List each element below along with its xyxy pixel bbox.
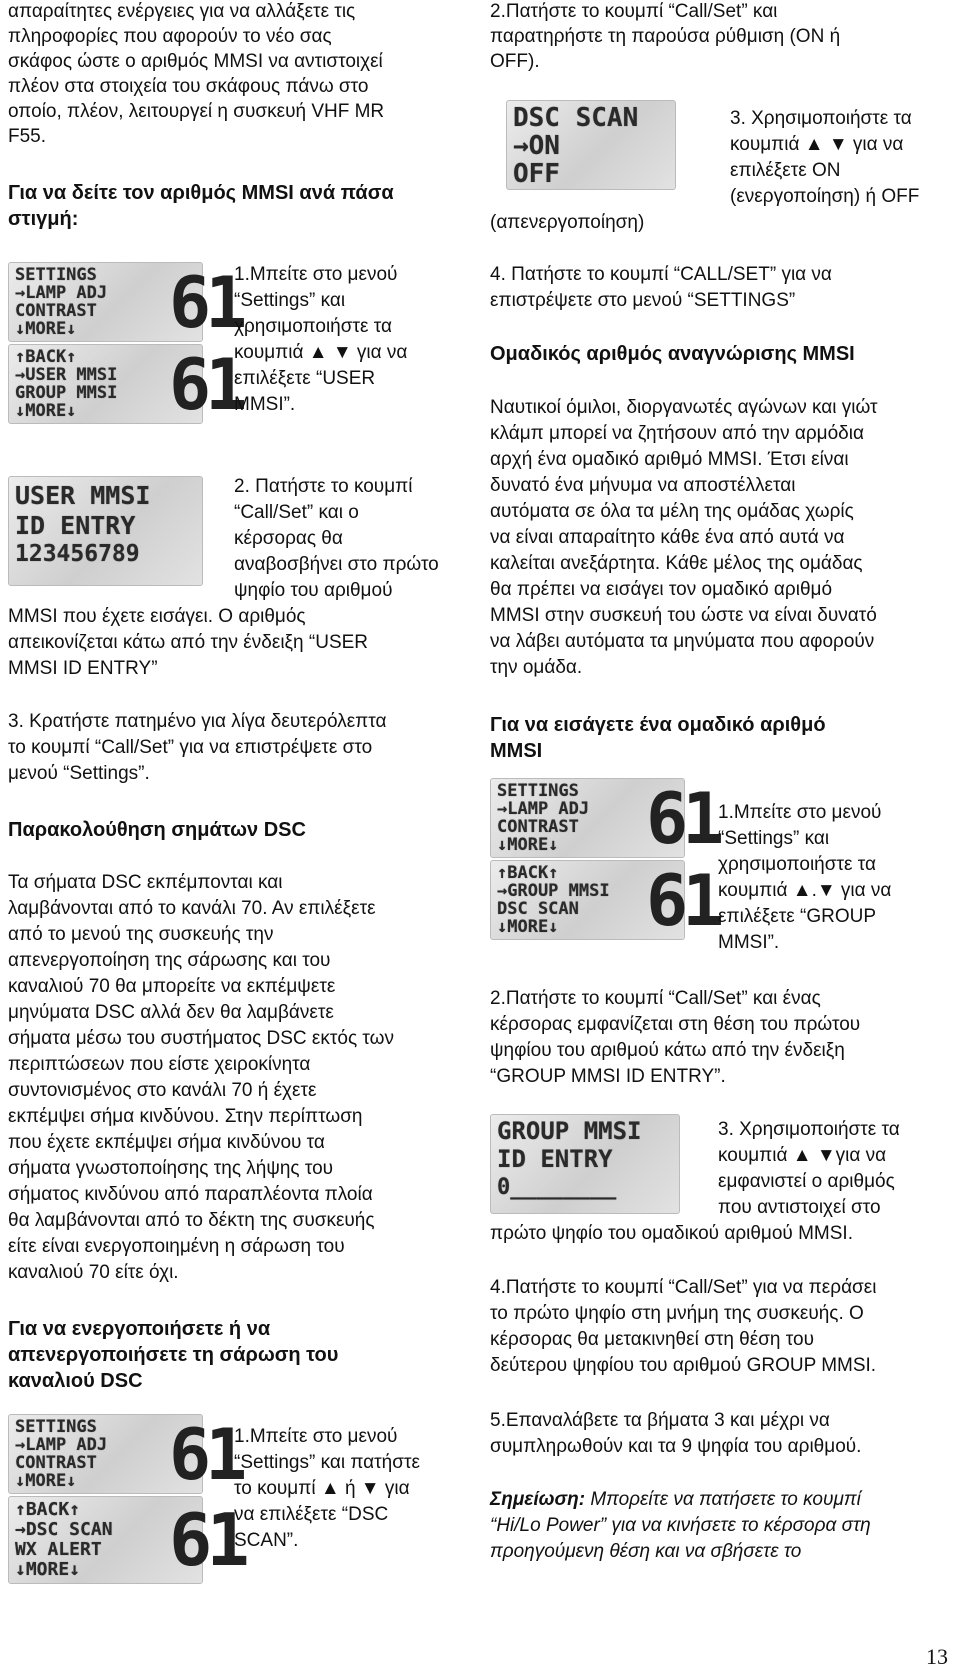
text-line: 4.Πατήστε το κουμπί “Call/Set” για να περάσει: [490, 1277, 877, 1298]
heading-scan-cont: καναλιού DSC: [8, 1370, 143, 1392]
text-line: δεύτερου ψηφίου του αριθμού GROUP MMSI.: [490, 1355, 877, 1376]
page-number: 13: [926, 1644, 948, 1669]
lcd-line: →USER MMSI: [15, 365, 118, 385]
text-line: MMSI”.: [234, 394, 296, 415]
lcd-line: →LAMP ADJ: [15, 283, 108, 303]
lcd-line: →LAMP ADJ: [497, 799, 590, 819]
lcd-line: GROUP MMSI: [497, 1117, 642, 1145]
text-line: χρησιμοποιήστε τα: [718, 854, 876, 875]
text-line: συμπληρωθούν και τα 9 ψηφία του αριθμού.: [490, 1436, 862, 1457]
text-line: 2. Πατήστε το κουμπί: [234, 476, 413, 497]
lcd-user-mmsi-entry: [8, 476, 203, 586]
text-line: κουμπιά ▲ ▼ για να: [234, 342, 408, 363]
text-line: απεικονίζεται κάτω από την ένδειξη “USER: [8, 632, 369, 653]
lcd-line: →GROUP MMSI: [497, 881, 610, 901]
heading-enter-group-cont: MMSI: [490, 740, 543, 762]
text-line: εκπέμψει σήμα κινδύνου. Στην περίπτωση: [8, 1106, 363, 1127]
text-line: να λάβει αυτόματα τα μηνύματα που αφορούν: [490, 631, 875, 652]
text-line: OFF).: [490, 51, 540, 72]
text-line: κουμπιά ▲ ▼ για να: [730, 134, 904, 155]
text-line: να επιλέξετε “DSC: [234, 1504, 389, 1525]
text-line: λαμβάνονται από το κανάλι 70. Αν επιλέξετε: [8, 898, 376, 919]
text-line: να είναι απαραίτητο κάθε ένα από αυτά να: [490, 527, 845, 548]
heading-view-mmsi-cont: στιγμή:: [8, 208, 79, 230]
text-line: 2.Πατήστε το κουμπί “Call/Set” και ένας: [490, 988, 821, 1009]
text-line: ψηφίο του αριθμού: [234, 580, 393, 601]
text-line: επιλέξετε “GROUP: [718, 906, 877, 927]
lcd-line: DSC SCAN: [513, 103, 639, 133]
text-line: MMSI που έχετε εισάγει. Ο αριθμός: [8, 606, 306, 627]
text-line: χρησιμοποιήστε τα: [234, 316, 392, 337]
text-line: 3. Χρησιμοποιήστε τα: [718, 1119, 900, 1140]
text-line: πρώτο ψηφίο του ομαδικού αριθμού MMSI.: [490, 1223, 853, 1244]
text-line: (απενεργοποίηση): [490, 212, 645, 233]
lcd-line: OFF: [513, 159, 560, 189]
lcd-line: ↓MORE↓: [15, 1471, 77, 1491]
text-line: θα λαμβάνονται από το δέκτη της συσκευής: [8, 1210, 375, 1231]
text-line: “GROUP MMSI ID ENTRY”.: [490, 1066, 726, 1087]
text-line: απαραίτητες ενέργειες για να αλλάξετε τις: [8, 1, 356, 22]
text-line: συντονισμένος στο κανάλι 70 ή έχετε: [8, 1080, 317, 1101]
text-line: την ομάδα.: [490, 657, 583, 678]
text-line: σήματα μέσω του συστήματος DSC εκτός των: [8, 1028, 394, 1049]
text-line: περιπτώσεων που είστε χειροκίνητα: [8, 1054, 311, 1075]
text-line: “Call/Set” και ο: [234, 502, 359, 523]
lcd-settings-menu-3: [8, 1414, 242, 1496]
text-line: παρατηρήστε τη παρούσα ρύθμιση (ON ή: [490, 26, 841, 47]
lcd-channel-digits: 61: [169, 1414, 242, 1496]
lcd-group-mmsi-entry: [490, 1114, 680, 1214]
text-line: κουμπιά ▲.▼ για να: [718, 880, 892, 901]
text-line: Ναυτικοί όμιλοι, διοργανωτές αγώνων και γιώτ: [490, 397, 878, 418]
text-line: που έχετε εκπέμψει σήμα κινδύνου τα: [8, 1132, 325, 1153]
text-line: δυνατό ένα μήνυμα να αποστέλλεται: [490, 475, 796, 496]
text-line: 1.Μπείτε στο μενού: [718, 802, 882, 823]
text-line: κέρσορας εμφανίζεται στη θέση του πρώτου: [490, 1014, 861, 1035]
lcd-settings-menu: [8, 262, 242, 344]
text-line: οποίο, πλέον, λειτουργεί η συσκευή VHF MR: [8, 101, 385, 122]
note-text: Μπορείτε να πατήσετε το κουμπί: [585, 1489, 861, 1510]
text-line: επιλέξετε “USER: [234, 368, 376, 389]
text-line: από το μενού της συσκευής την: [8, 924, 274, 945]
text-line: MMSI ID ENTRY”: [8, 658, 158, 679]
text-line: MMSI”.: [718, 932, 780, 953]
lcd-channel-digits: 61: [169, 1498, 244, 1582]
note-line: [490, 1487, 861, 1513]
text-line: “Settings” και πατήστε: [234, 1452, 420, 1473]
text-line: αρχή ένα ομαδικό αριθμό MMSI. Έτσι είναι: [490, 449, 849, 470]
text-line: 3. Χρησιμοποιήστε τα: [730, 108, 912, 129]
lcd-line: →LAMP ADJ: [15, 1435, 108, 1455]
text-line: καλείται ανεξάρτητα. Κάθε μέλος της ομάδας: [490, 553, 863, 574]
text-line: 4. Πατήστε το κουμπί “CALL/SET” για να: [490, 264, 832, 285]
heading-dsc-monitoring: Παρακολούθηση σημάτων DSC: [8, 819, 306, 841]
text-line: κέρσορας θα: [234, 528, 343, 549]
lcd-line: DSC SCAN: [497, 899, 579, 919]
note-line: “Hi/Lo Power” για να κινήσετε το κέρσορα στη: [490, 1515, 871, 1536]
lcd-line: ↓MORE↓: [497, 835, 559, 855]
text-line: αυτόματα σε όλα τα μέλη της ομάδας χωρίς: [490, 501, 854, 522]
text-line: MMSI στην συσκευή του ώστε να είναι δυνατό: [490, 605, 877, 626]
lcd-line: ↓MORE↓: [497, 917, 559, 937]
heading-scan-cont: απενεργοποιήσετε τη σάρωση του: [8, 1344, 339, 1366]
lcd-line: →DSC SCAN: [15, 1519, 113, 1540]
lcd-line: ↓MORE↓: [15, 319, 77, 339]
text-line: μηνύματα DSC αλλά δεν θα λαμβάνετε: [8, 1002, 334, 1023]
text-line: κέρσορας θα μετακινηθεί στη θέση του: [490, 1329, 814, 1350]
text-line: κλάμπ μπορεί να ζητήσουν από την αρμόδια: [490, 423, 864, 444]
lcd-line: CONTRAST: [15, 301, 97, 321]
text-line: (ενεργοποίηση) ή OFF: [730, 186, 920, 207]
lcd-line: ↑BACK↑: [15, 347, 77, 367]
text-line: που αντιστοιχεί στο: [718, 1197, 881, 1218]
lcd-settings-menu-2: [8, 344, 242, 426]
text-line: 1.Μπείτε στο μενού: [234, 1426, 398, 1447]
lcd-dsc-scan: [506, 100, 676, 190]
text-line: απενεργοποίηση της σάρωσης και του: [8, 950, 331, 971]
text-line: πληροφορίες που αφορούν το νέο σας: [8, 26, 332, 47]
text-line: επιλέξετε ON: [730, 160, 841, 181]
lcd-line: ↓MORE↓: [15, 1559, 81, 1580]
text-line: σήματος κινδύνου από παραπλέοντα πλοία: [8, 1184, 373, 1205]
lcd-line: →ON: [513, 131, 560, 161]
lcd-line: SETTINGS: [15, 265, 97, 285]
text-line: “Settings” και: [234, 290, 346, 311]
lcd-channel-digits: 61: [646, 860, 719, 942]
lcd-channel-digits: 61: [169, 262, 242, 344]
lcd-line: SETTINGS: [497, 781, 579, 801]
text-line: 2.Πατήστε το κουμπί “Call/Set” και: [490, 1, 778, 22]
text-line: αναβοσβήνει στο πρώτο: [234, 554, 439, 575]
lcd-line: 0________: [497, 1175, 617, 1200]
lcd-line: USER MMSI: [15, 481, 151, 510]
lcd-line: ↓MORE↓: [15, 401, 77, 421]
text-line: θα πρέπει να εισάγει τον ομαδικό αριθμό: [490, 579, 833, 600]
lcd-line: ↑BACK↑: [497, 863, 559, 883]
lcd-line: ID ENTRY: [497, 1145, 613, 1173]
lcd-line: CONTRAST: [497, 817, 579, 837]
lcd-settings-menu-4: [8, 1496, 244, 1584]
lcd-line: SETTINGS: [15, 1417, 97, 1437]
heading-view-mmsi: Για να δείτε τον αριθμός MMSI ανά πάσα: [8, 182, 394, 204]
heading-group-mmsi: Ομαδικός αριθμός αναγνώρισης MMSI: [490, 343, 855, 365]
heading-scan: Για να ενεργοποιήσετε ή να: [8, 1318, 271, 1340]
heading-enter-group: Για να εισάγετε ένα ομαδικό αριθμό: [490, 714, 826, 736]
lcd-channel-digits: 61: [646, 778, 719, 860]
lcd-settings-menu-5: [490, 778, 719, 860]
text-line: 5.Επαναλάβετε τα βήματα 3 και μέχρι να: [490, 1410, 830, 1431]
lcd-line: WX ALERT: [15, 1539, 102, 1560]
lcd-line: GROUP MMSI: [15, 383, 118, 403]
text-line: F55.: [8, 126, 47, 147]
text-line: κουμπιά ▲ ▼για να: [718, 1145, 887, 1166]
text-line: το κουμπί “Call/Set” για να επιστρέψετε στο: [8, 737, 373, 758]
lcd-channel-digits: 61: [169, 344, 242, 426]
note-line: προηγούμενη θέση και να σβήσετε το: [490, 1541, 802, 1562]
lcd-settings-menu-6: [490, 860, 719, 942]
lcd-line: CONTRAST: [15, 1453, 97, 1473]
lcd-line: ↑BACK↑: [15, 1499, 81, 1520]
text-line: το κουμπί ▲ ή ▼ για: [234, 1478, 410, 1499]
text-line: SCAN”.: [234, 1530, 299, 1551]
text-line: το πρώτο ψηφίο στη μνήμη της συσκευής. Ο: [490, 1303, 864, 1324]
text-line: σήματα γνωστοποίησης της λήψης του: [8, 1158, 334, 1179]
text-line: 3. Κρατήστε πατημένο για λίγα δευτερόλεπτα: [8, 711, 387, 732]
text-line: επιστρέψετε στο μενού “SETTINGS”: [490, 290, 796, 311]
lcd-line: 123456789: [15, 541, 140, 567]
text-line: μενού “Settings”.: [8, 763, 150, 784]
text-line: καναλιού 70 είτε όχι.: [8, 1262, 179, 1283]
text-line: πλέον στα στοιχεία του σκάφους πάνω στο: [8, 76, 369, 97]
text-line: καναλιού 70 θα μπορείτε να εκπέμψετε: [8, 976, 336, 997]
text-line: ψηφίου του αριθμού κάτω από την ένδειξη: [490, 1040, 845, 1061]
text-line: 1.Μπείτε στο μενού: [234, 264, 398, 285]
text-line: Τα σήματα DSC εκπέμπονται και: [8, 872, 283, 893]
note-label: Σημείωση:: [490, 1489, 586, 1510]
text-line: είτε είναι ενεργοποιημένη η σάρωση του: [8, 1236, 345, 1257]
text-line: εμφανιστεί ο αριθμός: [718, 1171, 895, 1192]
lcd-line: ID ENTRY: [15, 511, 136, 540]
text-line: “Settings” και: [718, 828, 830, 849]
text-line: σκάφος ώστε ο αριθμός MMSI να αντιστοιχεί: [8, 51, 383, 72]
